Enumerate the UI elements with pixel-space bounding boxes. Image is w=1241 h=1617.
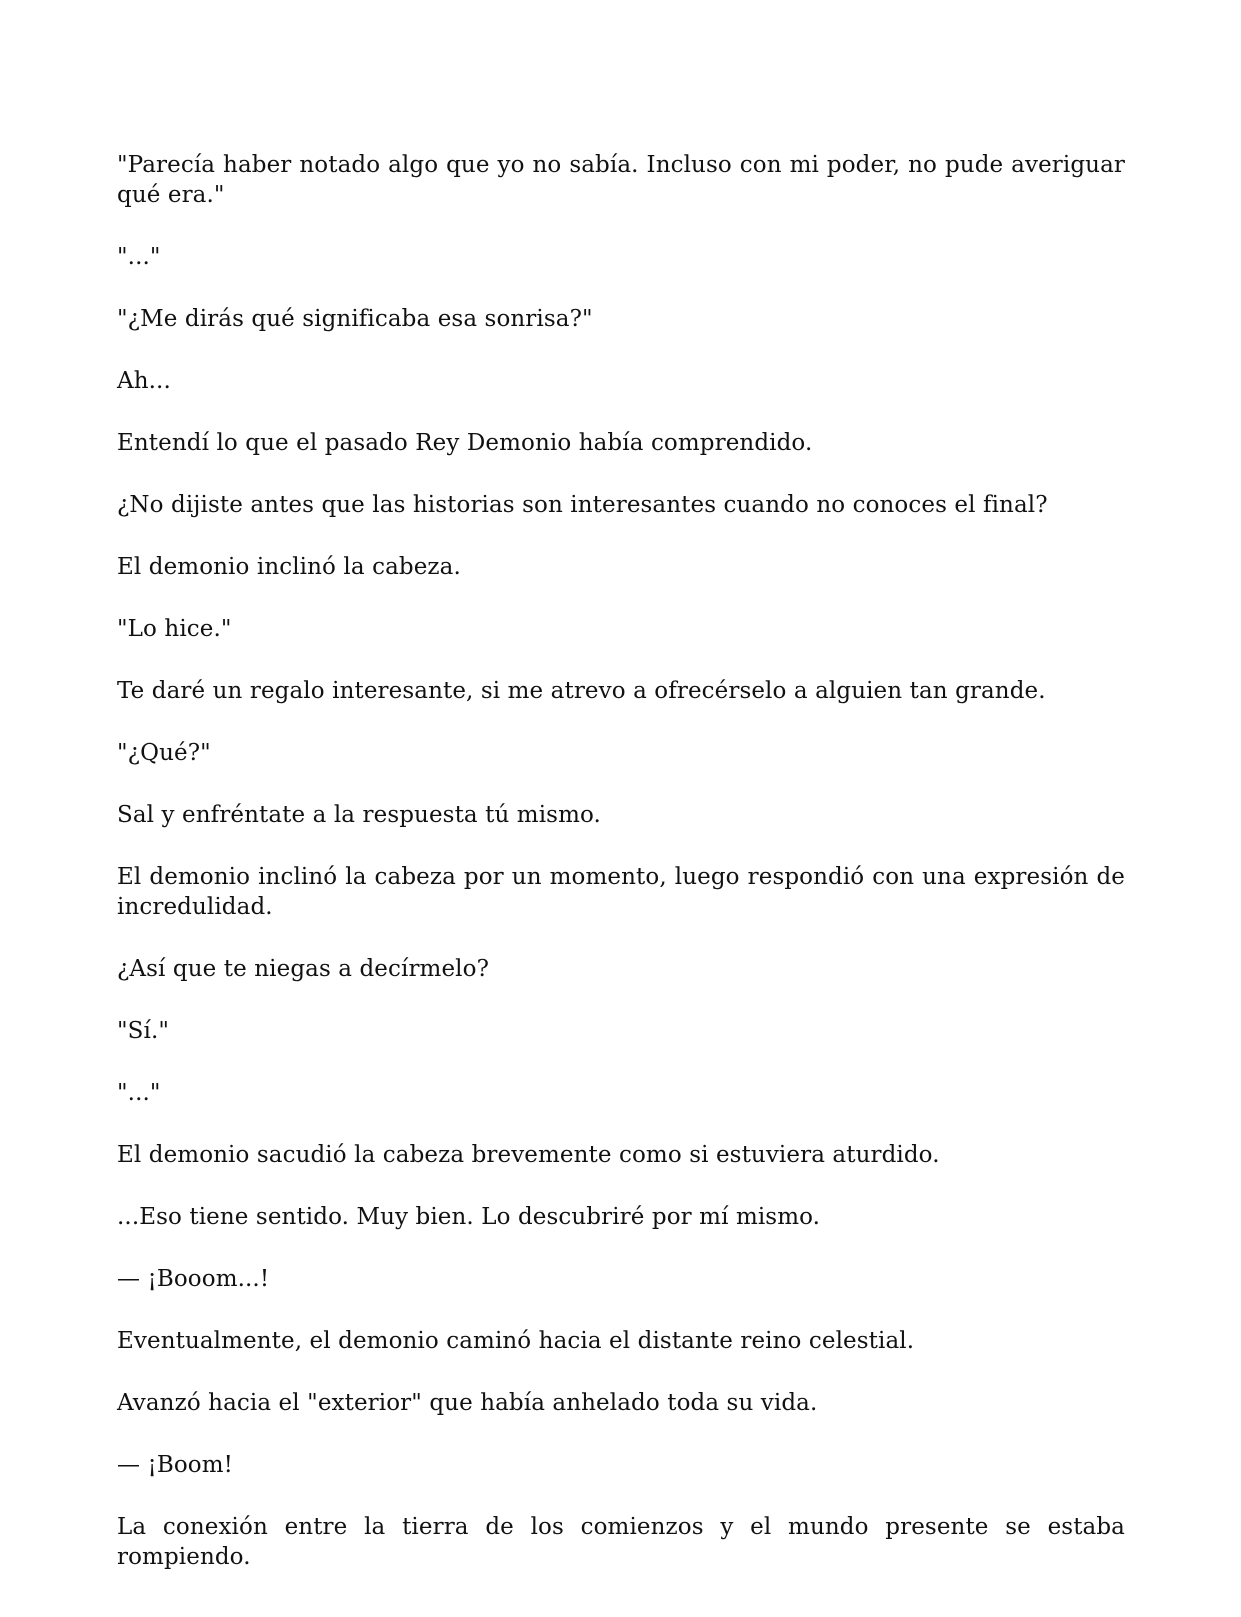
paragraph: ¿Así que te niegas a decírmelo? (117, 956, 490, 982)
paragraph: Ah... (117, 368, 171, 394)
paragraph: "Parecía haber notado algo que yo no sabía. Incluso con mi poder, no pude averiguar qué era." (117, 152, 1125, 208)
paragraph: — ¡Booom...! (117, 1266, 270, 1292)
paragraph: "¿Me dirás qué significaba esa sonrisa?" (117, 306, 593, 332)
paragraph: — ¡Boom! (117, 1452, 234, 1478)
paragraph: La conexión entre la tierra de los comienzos y el mundo presente se estaba rompiendo. (117, 1514, 1125, 1570)
paragraph: "¿Qué?" (117, 740, 211, 766)
paragraph: Te daré un regalo interesante, si me atrevo a ofrecérselo a alguien tan grande. (117, 678, 1046, 704)
paragraph: Sal y enfréntate a la respuesta tú mismo. (117, 802, 601, 828)
text-column (117, 150, 1125, 1604)
paragraph: "..." (117, 244, 161, 270)
paragraph: ¿No dijiste antes que las historias son interesantes cuando no conoces el final? (117, 492, 1048, 518)
paragraph: El demonio sacudió la cabeza brevemente como si estuviera aturdido. (117, 1142, 940, 1168)
paragraph: "..." (117, 1080, 161, 1106)
paragraph: El demonio inclinó la cabeza. (117, 554, 461, 580)
paragraph: "Sí." (117, 1018, 170, 1044)
paragraph: "Lo hice." (117, 616, 232, 642)
paragraph: ...Eso tiene sentido. Muy bien. Lo descubriré por mí mismo. (117, 1204, 821, 1230)
paragraph: Eventualmente, el demonio caminó hacia el distante reino celestial. (117, 1328, 915, 1354)
paragraph: El demonio inclinó la cabeza por un momento, luego respondió con una expresión de incredulidad. (117, 864, 1125, 920)
paragraph: Entendí lo que el pasado Rey Demonio había comprendido. (117, 430, 813, 456)
paragraph: Avanzó hacia el "exterior" que había anhelado toda su vida. (117, 1390, 818, 1416)
